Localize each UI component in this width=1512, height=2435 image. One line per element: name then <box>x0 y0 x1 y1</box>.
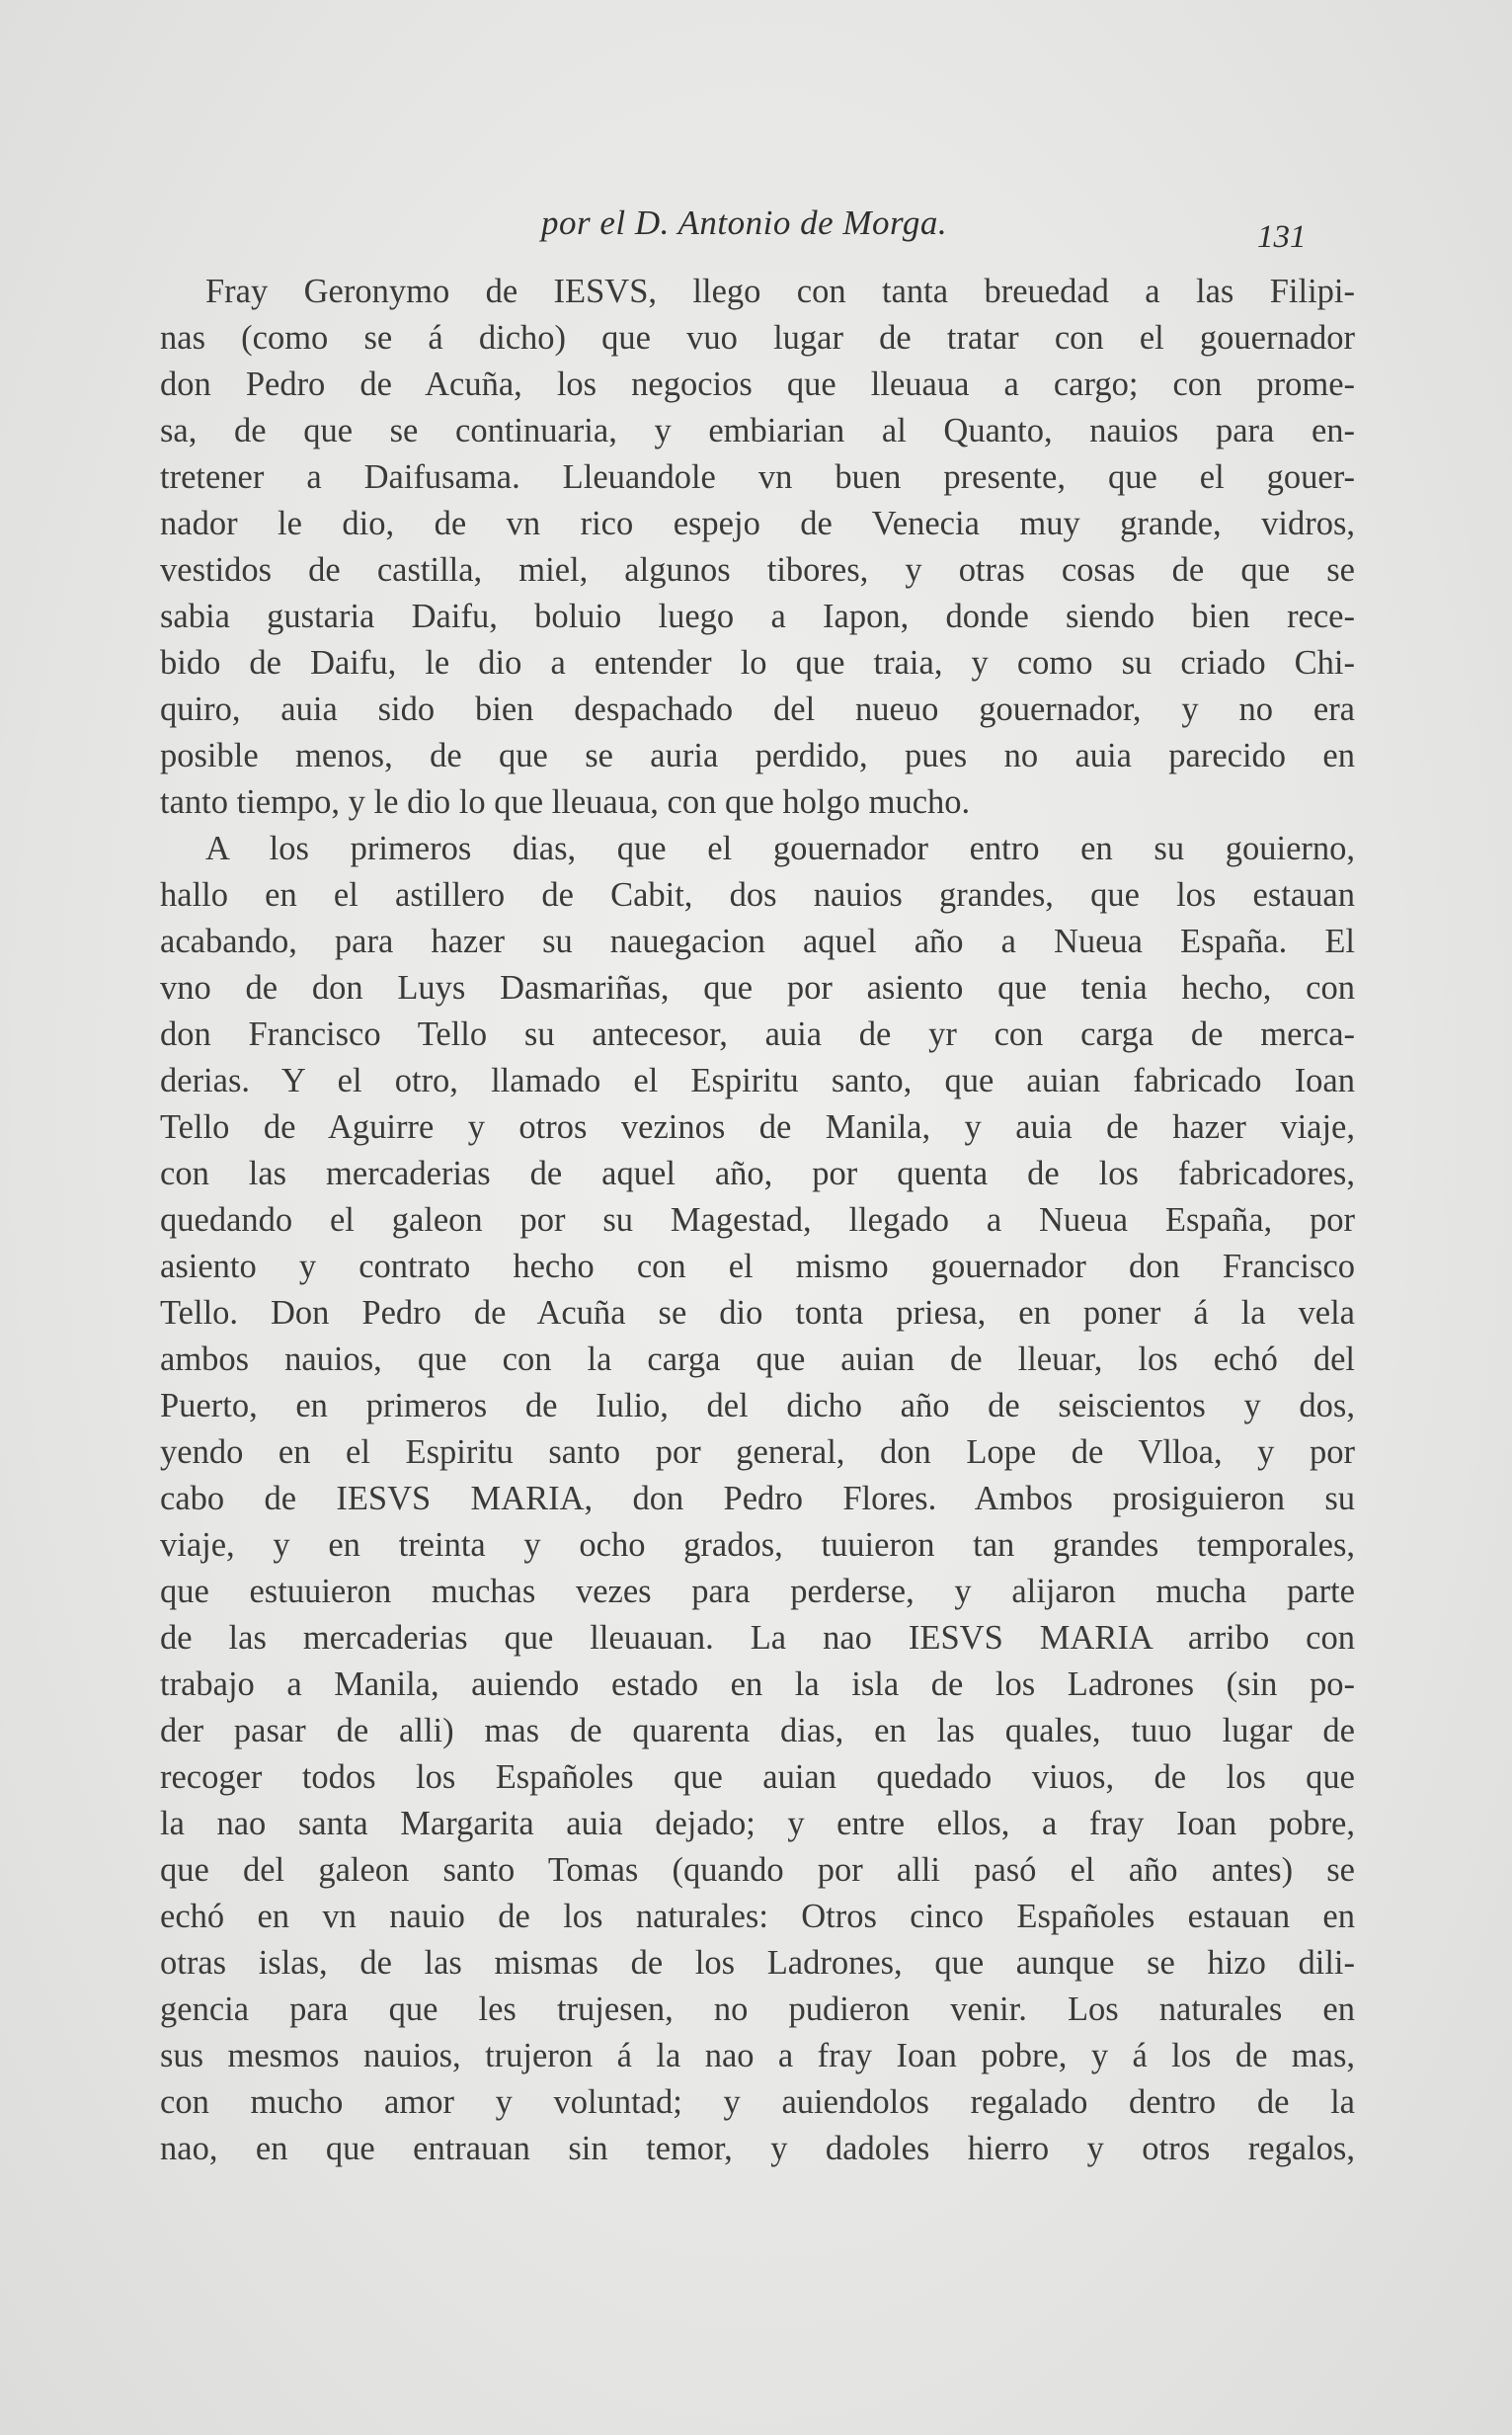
text-line: yendo en el Espiritu santo por general, don Lope de Vlloa, y por <box>160 1433 1355 1471</box>
page-number: 131 <box>1257 219 1307 255</box>
text-line: Tello de Aguirre y otros vezinos de Manila, y auia de hazer viaje, <box>160 1108 1355 1146</box>
text-line: que del galeon santo Tomas (quando por alli pasó el año antes) se <box>160 1851 1355 1889</box>
text-line: nao, en que entrauan sin temor, y dadoles hierro y otros regalos, <box>160 2130 1355 2167</box>
text-line: quiro, auia sido bien despachado del nueuo gouernador, y no era <box>160 690 1355 728</box>
text-line: quedando el galeon por su Magestad, llegado a Nueua España, por <box>160 1201 1355 1239</box>
text-line: tretener a Daifusama. Lleuandole vn buen presente, que el gouer- <box>160 458 1355 496</box>
text-line: gencia para que les trujesen, no pudieron venir. Los naturales en <box>160 1990 1355 2028</box>
text-line: recoger todos los Españoles que auian quedado viuos, de los que <box>160 1758 1355 1796</box>
text-line: Puerto, en primeros de Iulio, del dicho año de seiscientos y dos, <box>160 1387 1355 1424</box>
text-line: sa, de que se continuaria, y embiarian al Quanto, nauios para en- <box>160 412 1355 449</box>
text-line: bido de Daifu, le dio a entender lo que traia, y como su criado Chi- <box>160 644 1355 682</box>
text-line: otras islas, de las mismas de los Ladrones, que aunque se hizo dili- <box>160 1944 1355 1982</box>
text-line: der pasar de alli) mas de quarenta dias, en las quales, tuuo lugar de <box>160 1712 1355 1749</box>
body-text <box>160 269 1355 2172</box>
text-line: acabando, para hazer su nauegacion aquel año a Nueua España. El <box>160 923 1355 960</box>
text-line: sabia gustaria Daifu, boluio luego a Iapon, donde siendo bien rece- <box>160 598 1355 635</box>
text-line: trabajo a Manila, auiendo estado en la isla de los Ladrones (sin po- <box>160 1665 1355 1703</box>
text-line: nas (como se á dicho) que vuo lugar de tratar con el gouernador <box>160 319 1355 357</box>
text-line: echó en vn nauio de los naturales: Otros cinco Españoles estauan en <box>160 1898 1355 1935</box>
text-line: tanto tiempo, y le dio lo que lleuaua, con que holgo mucho. <box>160 783 971 821</box>
text-line: Fray Geronymo de IESVS, llego con tanta breuedad a las Filipi- <box>205 273 1355 310</box>
text-line: con las mercaderias de aquel año, por quenta de los fabricadores, <box>160 1155 1355 1192</box>
text-line: posible menos, de que se auria perdido, pues no auia parecido en <box>160 737 1355 774</box>
text-line: vno de don Luys Dasmariñas, que por asiento que tenia hecho, con <box>160 969 1355 1007</box>
text-line: vestidos de castilla, miel, algunos tibores, y otras cosas de que se <box>160 551 1355 589</box>
text-line: asiento y contrato hecho con el mismo gouernador don Francisco <box>160 1248 1355 1285</box>
text-line: don Francisco Tello su antecesor, auia de yr con carga de merca- <box>160 1015 1355 1053</box>
text-line: Tello. Don Pedro de Acuña se dio tonta priesa, en poner á la vela <box>160 1294 1355 1332</box>
text-line: ambos nauios, que con la carga que auian de lleuar, los echó del <box>160 1340 1355 1378</box>
text-line: hallo en el astillero de Cabit, dos nauios grandes, que los estauan <box>160 876 1355 914</box>
text-line: con mucho amor y voluntad; y auiendolos regalado dentro de la <box>160 2083 1355 2121</box>
text-line: viaje, y en treinta y ocho grados, tuuieron tan grandes temporales, <box>160 1526 1355 1564</box>
running-head: por el D. Antonio de Morga. <box>541 203 948 242</box>
text-line: sus mesmos nauios, trujeron á la nao a fray Ioan pobre, y á los de mas, <box>160 2037 1355 2074</box>
text-line: nador le dio, de vn rico espejo de Venecia muy grande, vidros, <box>160 505 1355 542</box>
text-line: que estuuieron muchas vezes para perderse, y alijaron mucha parte <box>160 1573 1355 1610</box>
text-line: de las mercaderias que lleuauan. La nao IESVS MARIA arribo con <box>160 1619 1355 1657</box>
text-line: derias. Y el otro, llamado el Espiritu santo, que auian fabricado Ioan <box>160 1062 1355 1099</box>
text-line: la nao santa Margarita auia dejado; y entre ellos, a fray Ioan pobre, <box>160 1805 1355 1842</box>
text-line: cabo de IESVS MARIA, don Pedro Flores. Ambos prosiguieron su <box>160 1480 1355 1517</box>
text-line: A los primeros dias, que el gouernador entro en su gouierno, <box>205 830 1355 867</box>
text-line: don Pedro de Acuña, los negocios que lleuaua a cargo; con prome- <box>160 365 1355 403</box>
